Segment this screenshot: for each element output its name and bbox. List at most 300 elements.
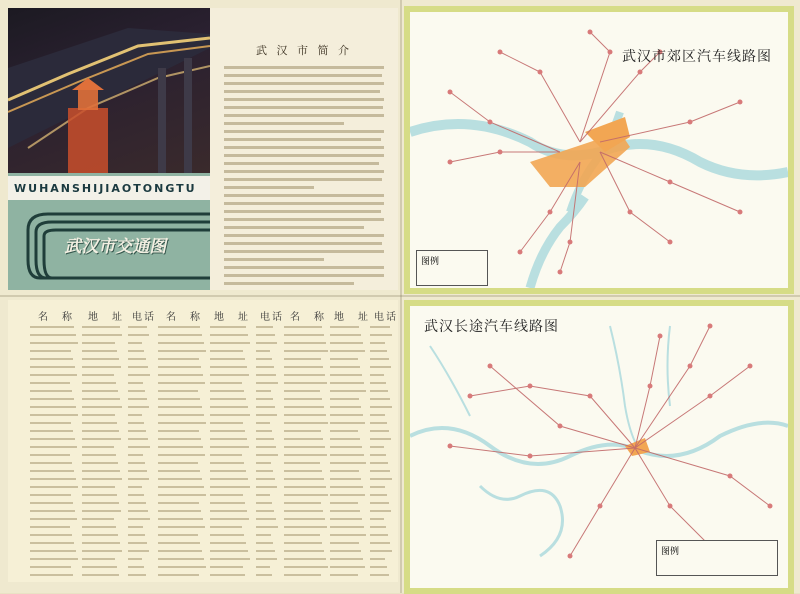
directory-row-text — [256, 518, 276, 520]
directory-row-text — [210, 502, 245, 504]
directory-row-text — [210, 430, 245, 432]
directory-row-text — [370, 446, 384, 448]
directory-row-text — [128, 390, 145, 392]
directory-table — [8, 300, 398, 582]
directory-row-text — [210, 462, 244, 464]
directory-row-text — [128, 334, 149, 336]
directory-row-text — [284, 526, 327, 528]
directory-row-text — [82, 334, 122, 336]
header-address-3: 地 址 — [334, 312, 370, 323]
directory-row-text — [284, 446, 325, 448]
directory-row-text — [210, 326, 246, 328]
directory-row-text — [330, 518, 362, 520]
directory-row-text — [330, 350, 365, 352]
header-address-2: 地 址 — [214, 312, 250, 323]
header-phone-3: 电话 — [374, 312, 398, 323]
directory-row-text — [210, 422, 243, 424]
directory-row-text — [284, 518, 325, 520]
directory-row-text — [158, 502, 199, 504]
directory-row-text — [256, 334, 275, 336]
directory-row-text — [158, 350, 206, 352]
directory-row-text — [158, 462, 198, 464]
directory-row-text — [158, 470, 200, 472]
directory-row-text — [256, 406, 275, 408]
directory-row-text — [284, 462, 320, 464]
directory-row-text — [158, 486, 204, 488]
directory-row-text — [210, 406, 248, 408]
directory-row-text — [284, 486, 326, 488]
directory-row-text — [284, 406, 324, 408]
directory-row-text — [82, 478, 122, 480]
directory-row-text — [210, 342, 250, 344]
directory-row-text — [330, 494, 365, 496]
directory-row-text — [128, 534, 145, 536]
directory-row-text — [158, 534, 198, 536]
directory-row-text — [30, 374, 77, 376]
directory-row-text — [30, 478, 76, 480]
directory-row-text — [256, 542, 273, 544]
directory-row-text — [256, 358, 272, 360]
directory-row-text — [82, 502, 119, 504]
directory-row-text — [370, 558, 385, 560]
directory-row-text — [82, 558, 115, 560]
directory-row-text — [158, 454, 205, 456]
directory-row-text — [210, 566, 243, 568]
intro-title: 武 汉 市 简 介 — [256, 44, 352, 57]
directory-row-text — [330, 414, 363, 416]
directory-row-text — [158, 510, 201, 512]
cover-title: 武汉市交通图 — [63, 237, 170, 257]
header-name-1: 名 称 — [38, 312, 74, 323]
directory-row-text — [256, 526, 278, 528]
directory-row-text — [128, 502, 146, 504]
directory-row-text — [256, 326, 273, 328]
directory-row-text — [30, 454, 70, 456]
directory-row-text — [370, 566, 387, 568]
directory-row-text — [284, 342, 326, 344]
directory-row-text — [370, 422, 387, 424]
directory-row-text — [256, 550, 275, 552]
directory-row-text — [330, 342, 363, 344]
directory-row-text — [284, 558, 326, 560]
directory-row-text — [82, 462, 118, 464]
directory-row-text — [128, 342, 142, 344]
bridge-night-scene — [8, 8, 210, 173]
directory-row-text — [330, 462, 366, 464]
directory-row-text — [82, 454, 116, 456]
directory-row-text — [256, 414, 277, 416]
directory-row-text — [370, 342, 385, 344]
directory-row-text — [284, 430, 321, 432]
directory-row-text — [330, 550, 361, 552]
directory-row-text — [210, 494, 243, 496]
directory-row-text — [82, 374, 114, 376]
directory-row-text — [284, 422, 328, 424]
directory-row-text — [284, 390, 320, 392]
directory-row-text — [370, 462, 388, 464]
directory-row-text — [370, 574, 389, 576]
directory-row-text — [210, 390, 244, 392]
directory-row-text — [82, 422, 117, 424]
directory-row-text — [128, 350, 144, 352]
directory-row-text — [256, 366, 274, 368]
directory-row-text — [30, 526, 70, 528]
directory-row-text — [330, 526, 364, 528]
directory-row-text — [256, 478, 275, 480]
directory-row-text — [128, 510, 148, 512]
directory-row-text — [210, 374, 249, 376]
directory-row-text — [210, 478, 248, 480]
directory-row-text — [284, 550, 324, 552]
directory-row-text — [30, 494, 71, 496]
directory-row-text — [82, 406, 122, 408]
directory-row-text — [30, 566, 71, 568]
directory-row-text — [30, 542, 74, 544]
directory-row-text — [284, 534, 320, 536]
directory-row-text — [284, 366, 323, 368]
directory-row-text — [158, 342, 204, 344]
directory-row-text — [330, 374, 362, 376]
directory-row-text — [256, 534, 271, 536]
directory-row-text — [330, 358, 358, 360]
cover-pinyin: WUHANSHIJIAOTONGTU — [14, 182, 197, 195]
directory-row-text — [330, 566, 365, 568]
directory-row-text — [128, 422, 144, 424]
directory-row-text — [30, 366, 75, 368]
directory-row-text — [82, 382, 116, 384]
directory-row-text — [128, 462, 145, 464]
directory-row-text — [284, 494, 328, 496]
directory-row-text — [30, 486, 78, 488]
directory-row-text — [30, 398, 74, 400]
directory-row-text — [82, 390, 118, 392]
directory-row-text — [30, 414, 78, 416]
directory-row-text — [370, 486, 385, 488]
directory-row-text — [284, 374, 325, 376]
directory-row-text — [256, 430, 272, 432]
directory-row-text — [256, 438, 274, 440]
longdistance-bus-map-panel — [404, 300, 794, 594]
directory-row-text — [370, 366, 391, 368]
directory-row-text — [30, 534, 72, 536]
directory-row-text — [210, 382, 242, 384]
directory-row-text — [30, 558, 78, 560]
directory-row-text — [210, 398, 246, 400]
directory-row-text — [370, 454, 386, 456]
directory-row-text — [30, 510, 75, 512]
night-bridge-photo — [8, 8, 210, 173]
directory-row-text — [158, 478, 202, 480]
directory-row-text — [158, 382, 205, 384]
directory-row-text — [158, 422, 206, 424]
directory-row-text — [256, 558, 277, 560]
directory-row-text — [128, 430, 146, 432]
directory-row-text — [128, 542, 147, 544]
directory-row-text — [158, 526, 205, 528]
longdistance-map-title: 武汉长途汽车线路图 — [424, 319, 559, 335]
directory-row-text — [82, 574, 119, 576]
directory-row-text — [210, 574, 245, 576]
directory-row-text — [158, 374, 203, 376]
directory-row-text — [210, 518, 249, 520]
directory-row-text — [128, 454, 143, 456]
header-name-2: 名 称 — [166, 312, 202, 323]
directory-row-text — [256, 510, 274, 512]
directory-row-text — [128, 486, 142, 488]
directory-row-text — [256, 454, 278, 456]
directory-row-text — [158, 566, 206, 568]
directory-row-text — [284, 454, 327, 456]
directory-row-text — [128, 518, 150, 520]
directory-row-text — [30, 358, 73, 360]
directory-row-text — [128, 398, 147, 400]
directory-row-text — [158, 518, 203, 520]
directory-row-text — [30, 438, 75, 440]
directory-row-text — [82, 470, 120, 472]
directory-row-text — [256, 470, 273, 472]
directory-row-text — [370, 334, 392, 336]
directory-row-text — [330, 470, 359, 472]
directory-row-text — [210, 486, 250, 488]
directory-row-text — [330, 534, 366, 536]
directory-row-text — [30, 430, 73, 432]
directory-row-text — [370, 518, 384, 520]
directory-row-text — [370, 374, 384, 376]
directory-row-text — [82, 398, 120, 400]
directory-row-text — [128, 446, 150, 448]
directory-row-text — [284, 358, 321, 360]
directory-row-text — [330, 574, 358, 576]
directory-row-text — [330, 502, 358, 504]
directory-row-text — [210, 414, 250, 416]
directory-row-text — [256, 574, 272, 576]
directory-row-text — [30, 446, 77, 448]
directory-row-text — [370, 502, 389, 504]
directory-row-text — [30, 550, 76, 552]
directory-row-text — [82, 350, 117, 352]
directory-row-text — [128, 470, 147, 472]
directory-row-text — [256, 398, 273, 400]
directory-row-text — [284, 414, 326, 416]
directory-row-text — [128, 366, 148, 368]
directory-row-text — [82, 414, 115, 416]
directory-row-text — [284, 334, 324, 336]
directory-row-text — [30, 574, 73, 576]
directory-row-text — [158, 390, 198, 392]
directory-row-text — [330, 558, 363, 560]
suburban-bus-map-panel — [404, 6, 794, 294]
directory-row-text — [284, 350, 328, 352]
directory-row-text — [128, 526, 143, 528]
directory-row-text — [370, 542, 390, 544]
directory-row-text — [128, 494, 144, 496]
directory-row-text — [210, 454, 242, 456]
directory-row-text — [330, 326, 359, 328]
directory-row-text — [210, 446, 249, 448]
directory-row-text — [128, 414, 142, 416]
directory-row-text — [256, 422, 270, 424]
directory-row-text — [370, 430, 389, 432]
directory-row-text — [158, 550, 202, 552]
directory-row-text — [30, 422, 71, 424]
directory-row-text — [128, 374, 150, 376]
directory-row-text — [210, 358, 245, 360]
directory-row-text — [256, 494, 270, 496]
directory-row-text — [370, 478, 392, 480]
directory-row-text — [370, 526, 386, 528]
suburban-map-title: 武汉市郊区汽车线路图 — [622, 49, 772, 65]
directory-row-text — [128, 478, 149, 480]
directory-row-text — [82, 326, 120, 328]
directory-row-text — [210, 526, 242, 528]
directory-row-text — [370, 382, 386, 384]
directory-row-text — [370, 438, 391, 440]
directory-row-text — [158, 574, 199, 576]
directory-row-text — [158, 430, 199, 432]
directory-row-text — [82, 430, 119, 432]
city-introduction-panel — [210, 8, 398, 290]
directory-row-text — [82, 438, 121, 440]
intro-body-text — [224, 66, 384, 290]
legend-label: 图例 — [661, 547, 680, 557]
directory-row-text — [330, 430, 358, 432]
directory-row-text — [82, 510, 121, 512]
directory-row-text — [256, 462, 271, 464]
directory-row-text — [82, 526, 116, 528]
directory-row-text — [330, 446, 362, 448]
directory-row-text — [82, 366, 121, 368]
directory-row-text — [210, 438, 247, 440]
directory-row-text — [330, 390, 366, 392]
directory-row-text — [370, 398, 390, 400]
directory-row-text — [30, 326, 74, 328]
directory-row-text — [330, 382, 364, 384]
directory-row-text — [210, 534, 244, 536]
directory-row-text — [370, 390, 388, 392]
directory-row-text — [284, 326, 322, 328]
directory-row-text — [370, 550, 392, 552]
directory-row-text — [256, 390, 271, 392]
directory-row-text — [256, 374, 276, 376]
directory-row-text — [370, 414, 385, 416]
directory-row-text — [82, 358, 119, 360]
directory-row-text — [82, 518, 114, 520]
directory-row-text — [128, 574, 146, 576]
directory-row-text — [158, 358, 199, 360]
horizontal-fold — [0, 295, 800, 297]
directory-row-text — [158, 326, 200, 328]
directory-row-text — [30, 334, 76, 336]
legend-label: 图例 — [421, 257, 440, 267]
directory-row-text — [82, 534, 118, 536]
directory-row-text — [82, 566, 117, 568]
directory-row-text — [30, 462, 72, 464]
directory-row-text — [82, 486, 115, 488]
directory-row-text — [210, 558, 250, 560]
directory-row-text — [284, 510, 323, 512]
directory-row-text — [256, 502, 272, 504]
directory-row-text — [370, 534, 388, 536]
directory-row-text — [370, 358, 389, 360]
directory-row-text — [128, 566, 144, 568]
directory-row-text — [82, 550, 122, 552]
directory-row-text — [256, 382, 278, 384]
directory-row-text — [158, 366, 201, 368]
directory-row-text — [128, 382, 143, 384]
directory-row-text — [128, 358, 146, 360]
directory-row-text — [128, 558, 142, 560]
directory-row-text — [284, 438, 323, 440]
directory-row-text — [158, 438, 201, 440]
header-phone-2: 电话 — [260, 312, 284, 323]
directory-row-text — [30, 350, 71, 352]
header-name-3: 名 称 — [290, 312, 326, 323]
directory-row-text — [210, 366, 247, 368]
directory-row-text — [284, 382, 327, 384]
directory-row-text — [210, 350, 243, 352]
directory-row-text — [158, 446, 203, 448]
directory-row-text — [210, 510, 247, 512]
directory-row-text — [210, 550, 248, 552]
directory-row-text — [330, 542, 359, 544]
directory-row-text — [82, 446, 114, 448]
directory-row-text — [370, 406, 392, 408]
directory-row-text — [284, 542, 322, 544]
directory-row-text — [284, 470, 322, 472]
directory-row-text — [330, 454, 364, 456]
directory-row-text — [330, 438, 360, 440]
directory-row-text — [82, 542, 120, 544]
directory-row-text — [82, 342, 115, 344]
directory-row-text — [370, 326, 390, 328]
directory-row-text — [284, 478, 324, 480]
directory-row-text — [30, 518, 77, 520]
cover-panel — [8, 8, 210, 290]
directory-row-text — [128, 550, 149, 552]
directory-row-text — [158, 558, 204, 560]
directory-row-text — [330, 478, 361, 480]
directory-row-text — [158, 414, 204, 416]
directory-row-text — [284, 398, 322, 400]
directory-row-text — [330, 398, 359, 400]
directory-row-text — [210, 470, 246, 472]
directory-row-text — [158, 398, 200, 400]
directory-row-text — [128, 326, 147, 328]
directory-row-text — [330, 422, 365, 424]
directory-row-text — [30, 390, 72, 392]
directory-row-text — [370, 470, 390, 472]
header-phone-1: 电话 — [132, 312, 156, 323]
directory-row-text — [330, 510, 360, 512]
header-address-1: 地 址 — [88, 312, 124, 323]
directory-row-text — [256, 350, 270, 352]
directory-row-text — [158, 334, 202, 336]
directory-row-text — [256, 446, 276, 448]
directory-row-text — [284, 502, 321, 504]
directory-row-text — [30, 470, 74, 472]
directory-row-text — [128, 406, 149, 408]
directory-row-text — [256, 486, 277, 488]
directory-row-text — [330, 334, 361, 336]
directory-row-text — [82, 494, 117, 496]
directory-row-text — [370, 494, 387, 496]
directory-row-text — [30, 406, 76, 408]
directory-row-text — [284, 566, 328, 568]
directory-row-text — [370, 350, 387, 352]
directory-row-text — [256, 566, 270, 568]
directory-row-text — [158, 406, 202, 408]
directory-row-text — [210, 542, 246, 544]
